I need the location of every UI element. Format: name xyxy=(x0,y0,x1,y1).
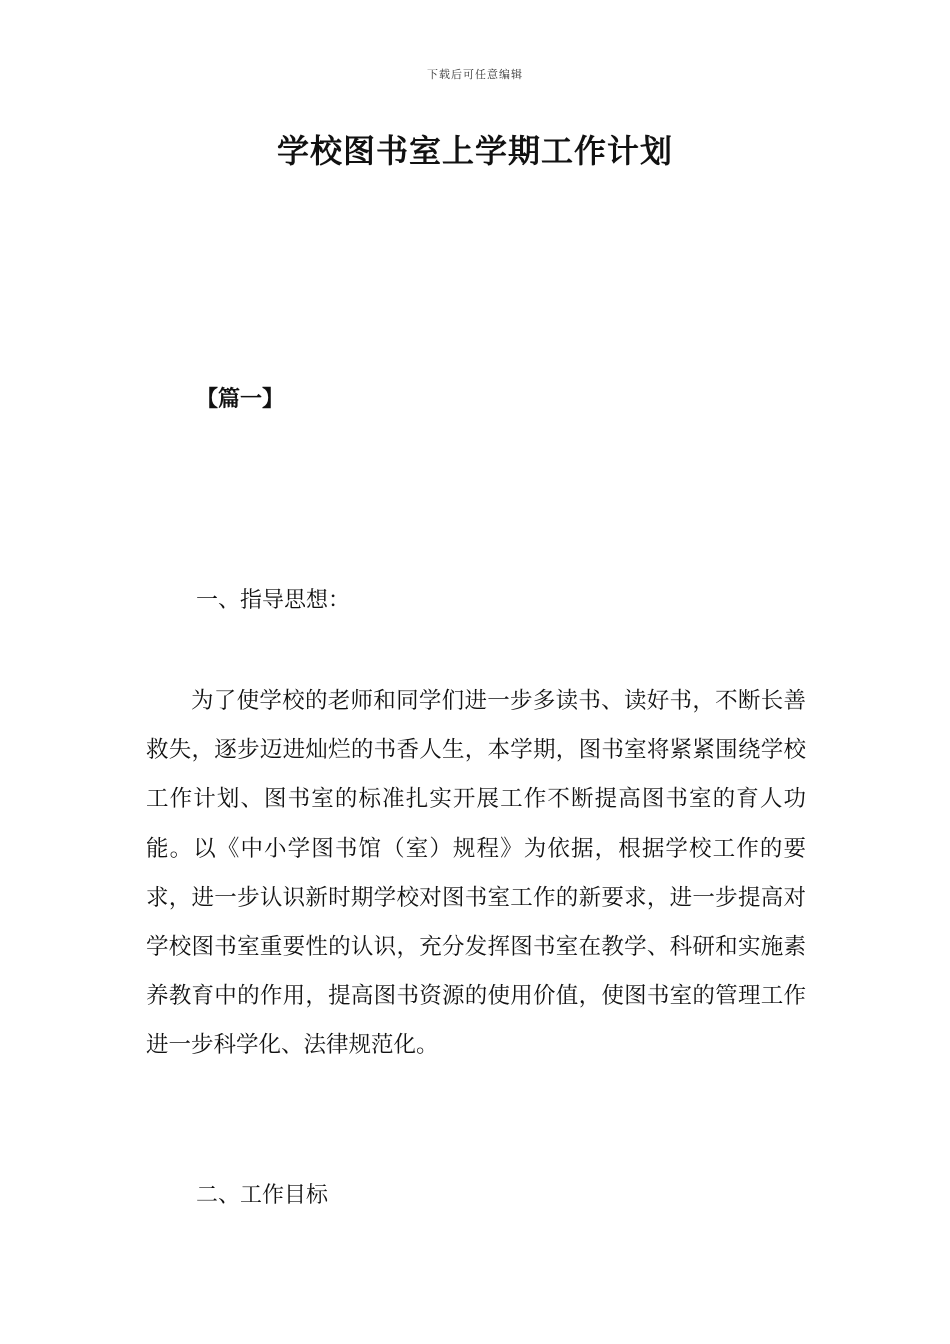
body-paragraph: 为了使学校的老师和同学们进一步多读书、读好书，不断长善救失，逐步迈进灿烂的书香人生，本学期，图书室将紧紧围绕学校工作计划、图书室的标准扎实开展工作不断提高图书室的育人功能。以《中小学图书馆（室）规程》为依据，根据学校工作的要求，进一步认识新时期学校对图书室工作的新要求，进一步提高对学校图书室重要性的认识，充分发挥图书室在教学、科研和实施素养教育中的作用，提高图书资源的使用价值，使图书室的管理工作进一步科学化、法律规范化。 xyxy=(146,688,806,1059)
header-note: 下载后可任意编辑 xyxy=(427,68,523,81)
section-tag: 【篇一】 xyxy=(196,387,285,412)
section-heading-work-goals: 二、工作目标 xyxy=(196,1183,329,1208)
document-title: 学校图书室上学期工作计划 xyxy=(276,132,673,170)
section-heading-guiding-ideology: 一、指导思想： xyxy=(196,588,351,613)
